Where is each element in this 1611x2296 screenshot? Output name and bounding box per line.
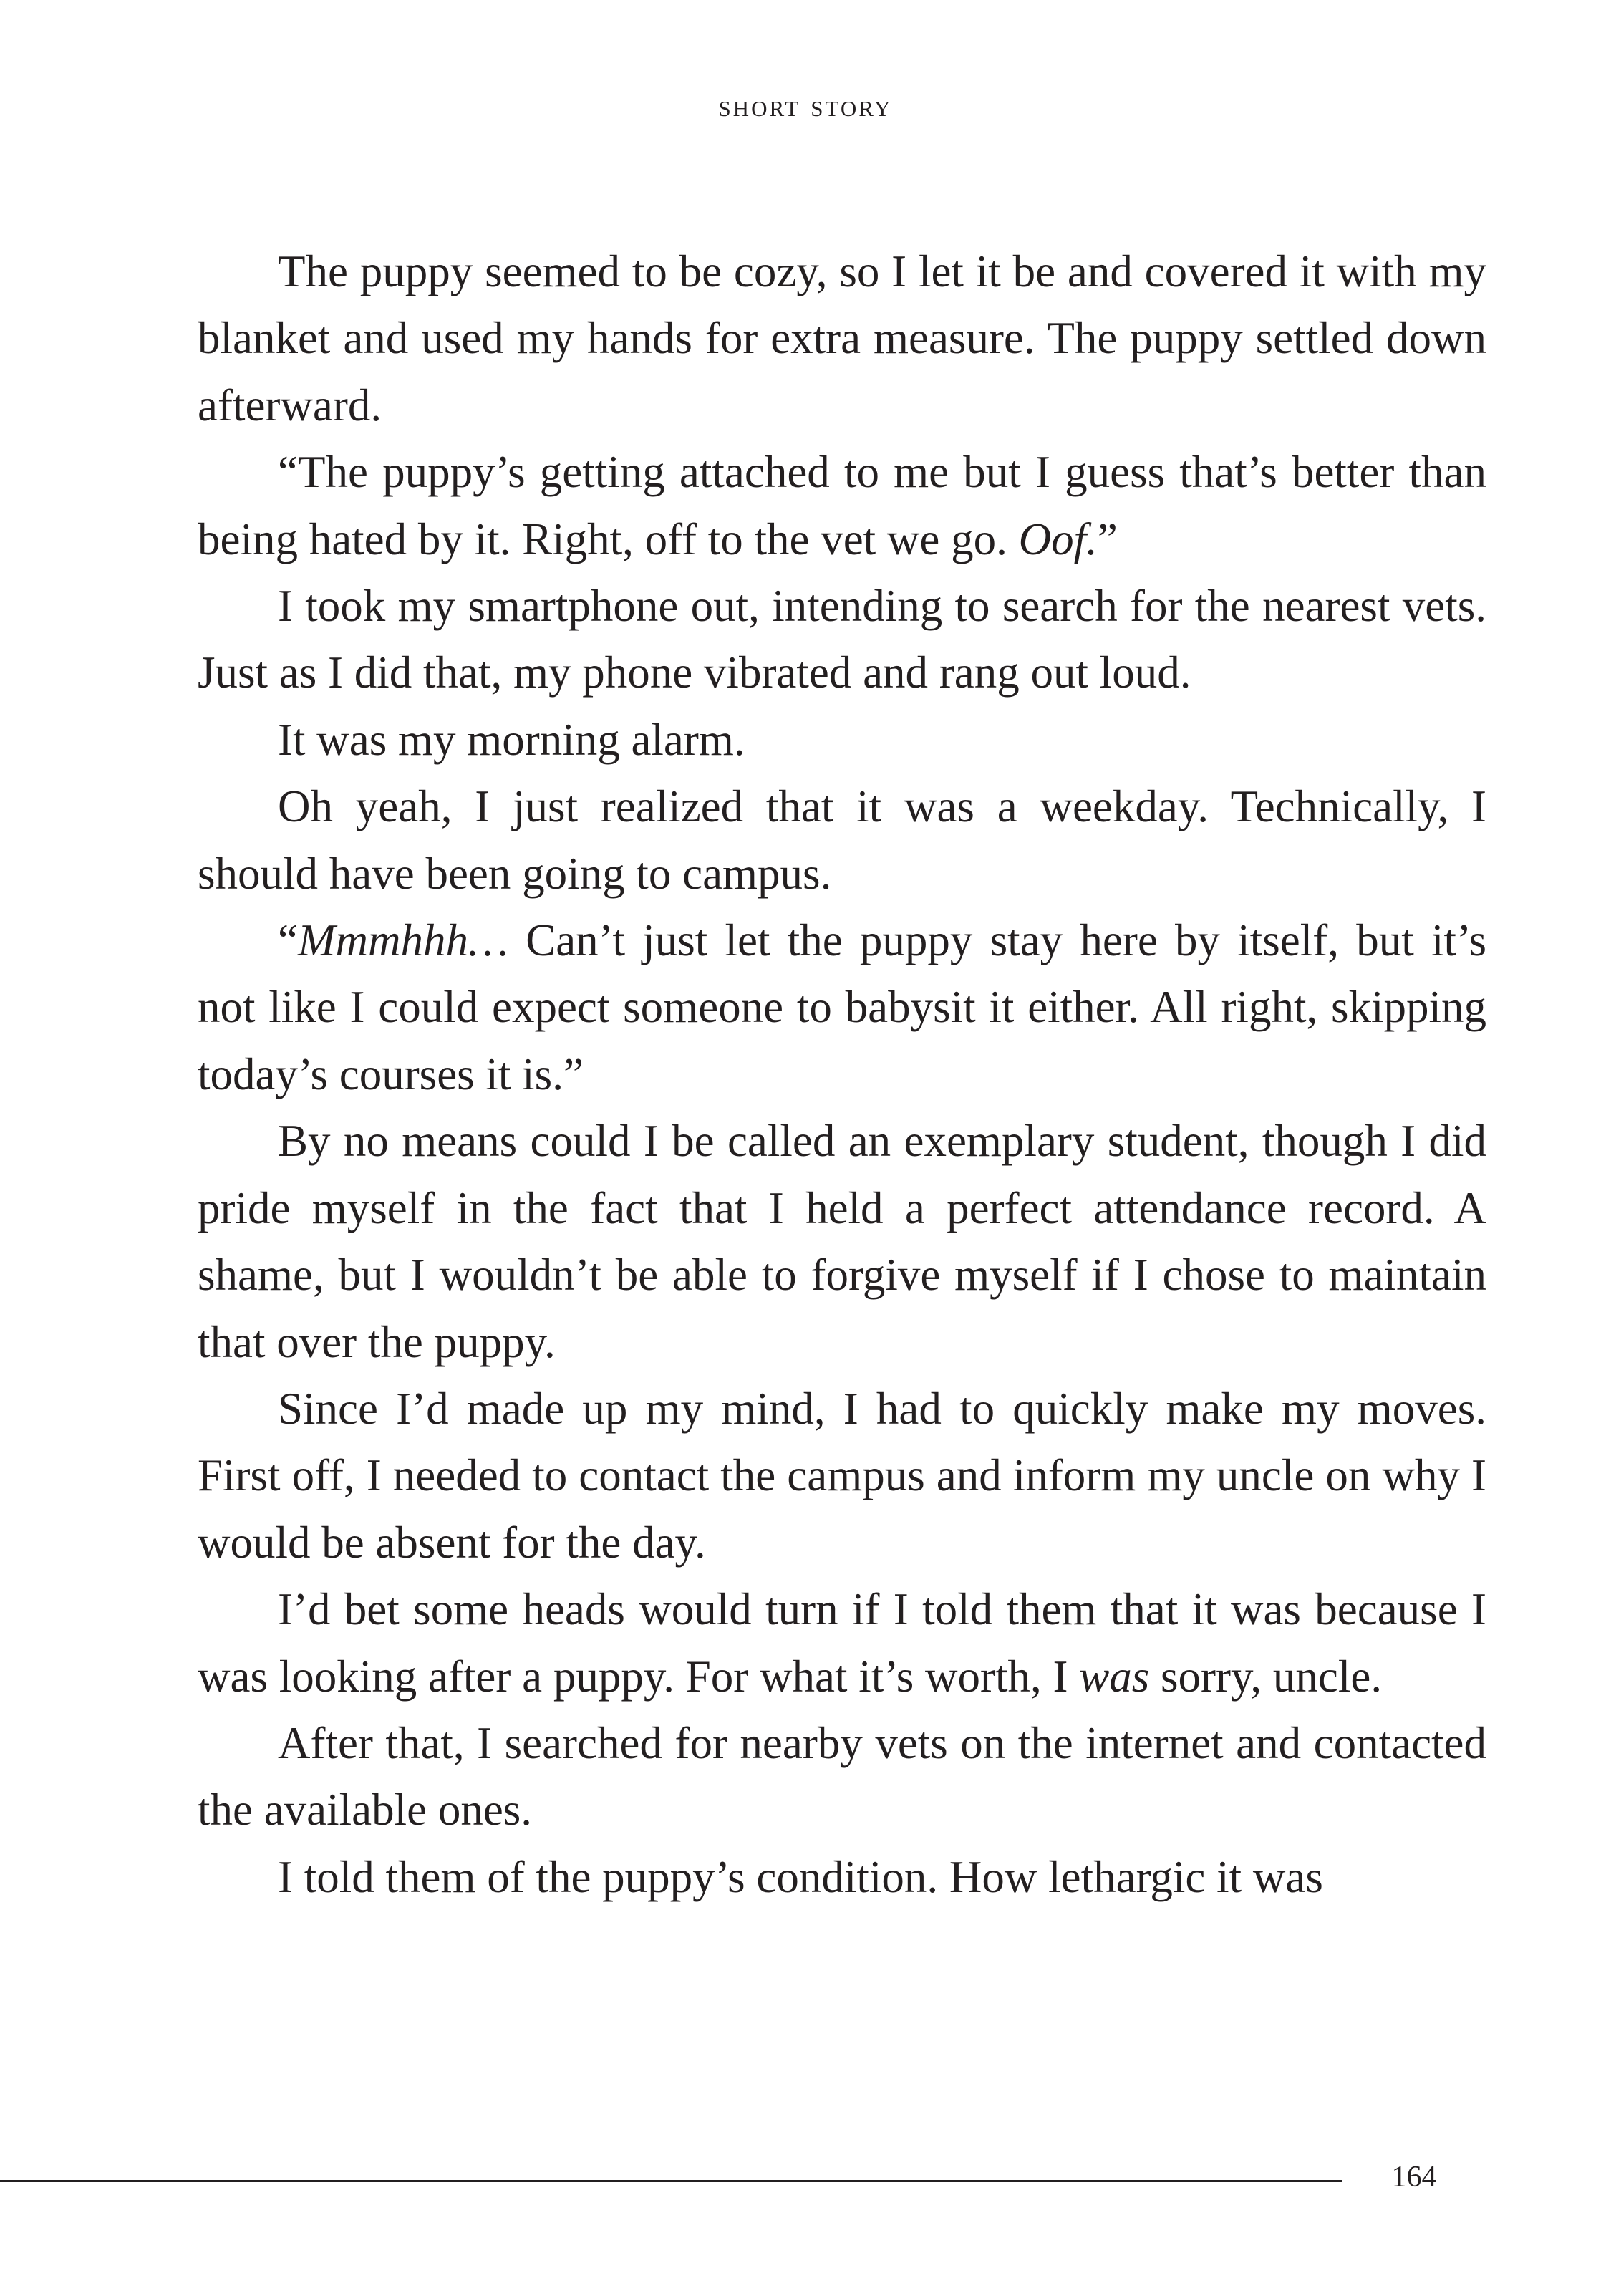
paragraph-6 [198,907,1486,1108]
paragraph-9-emphasis: was [1079,1651,1150,1702]
paragraph-11: I told them of the puppy’s condition. How lethargic it was [278,1851,1323,1902]
paragraph-10: After that, I searched for nearby vets on the internet and contacted the available ones. [198,1717,1486,1836]
footer-rule [0,2180,1342,2182]
paragraph-6-emphasis: Mmmhhh… [297,915,508,966]
paragraph-2 [198,439,1486,573]
paragraph-1: The puppy seemed to be cozy, so I let it be and covered it with my blanket and used my hands for extra measure. The puppy settled down afterward. [198,246,1486,430]
paragraph-6-text: Can’t just let the puppy stay here by itself, but it’s not like I could expect someone to babysit it either. All right, skipping today’s courses it is.” [198,915,1486,1099]
paragraph-3: I took my smartphone out, intending to search for the nearest vets. Just as I did that, my phone vibrated and rang out loud. [198,581,1486,698]
paragraph-2-text: “The puppy’s getting attached to me but I guess that’s better than being hated by it. Right, off to the vet we go. [198,447,1486,564]
paragraph-8: Since I’d made up my mind, I had to quickly make my moves. First off, I needed to contact the campus and inform my uncle on why I would be absent for the day. [198,1383,1486,1568]
paragraph-2-emphasis: Oof. [1018,513,1098,564]
paragraph-9-text: I’d bet some heads would turn if I told them that it was because I was looking after a puppy. For what it’s worth, I [198,1584,1486,1702]
running-head: short story [718,88,893,123]
paragraph-4: It was my morning alarm. [278,714,745,765]
paragraph-9-close: sorry, uncle. [1149,1651,1383,1702]
paragraph-5: Oh yeah, I just realized that it was a weekday. Technically, I should have been going to campus. [198,781,1486,899]
page-number: 164 [1391,2161,1437,2194]
body-text [198,238,1486,1911]
paragraph-2-close: ” [1097,513,1118,564]
paragraph-7: By no means could I be called an exemplary student, though I did pride myself in the fact that I held a perfect attendance record. A shame, but I wouldn’t be able to forgive myself if I chose to maintain that over the puppy. [198,1116,1486,1367]
paragraph-9 [198,1576,1486,1710]
paragraph-6-open: “ [278,915,298,966]
